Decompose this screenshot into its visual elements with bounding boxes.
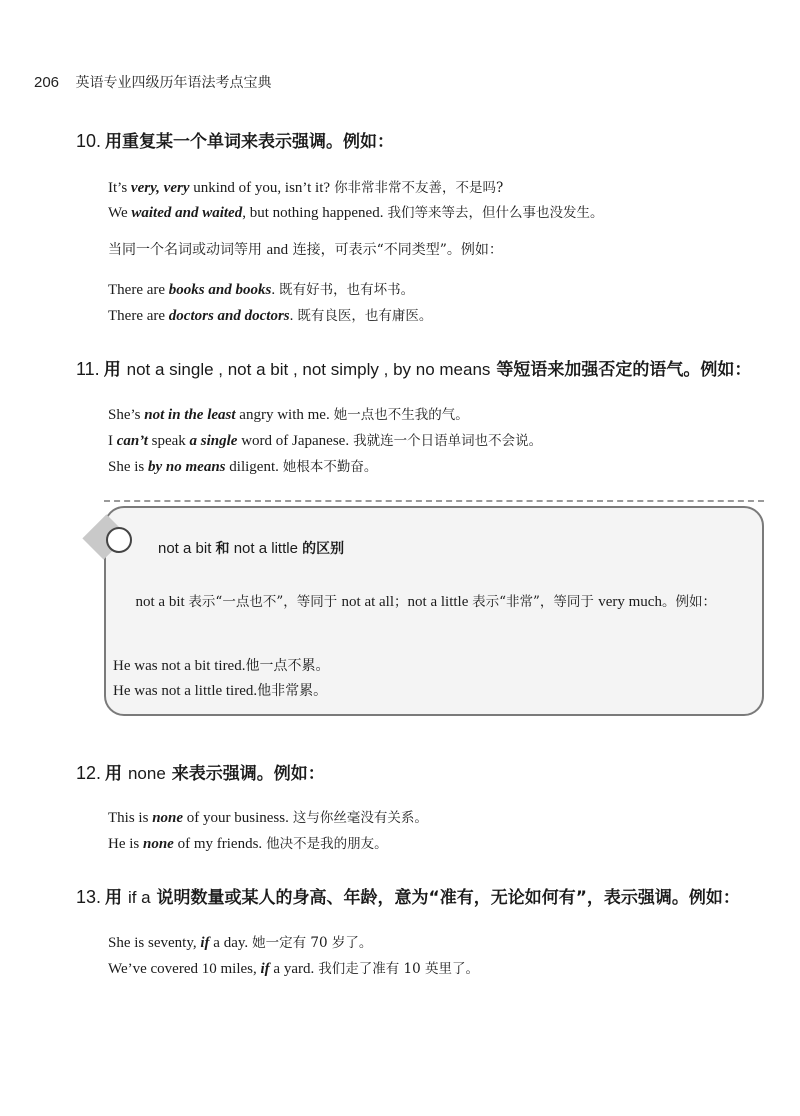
page-number: 206 <box>34 74 60 91</box>
section-12-title: 12. 用 none 来表示强调。例如： <box>76 763 325 784</box>
example-sentence: We waited and waited, but nothing happened. 我们等来等去，但什么事也没发生。 <box>108 205 604 221</box>
usage-note: 当同一个名词或动词等用 and 连接，可表示“不同类型”。例如： <box>108 242 503 258</box>
box-example: He was not a bit tired.他一点不累。 <box>113 658 330 674</box>
box-explanation: not a bit 表示“一点也不”，等同于 not at all；not a little 表示“非常”，等同于 very much。例如： <box>135 594 716 610</box>
example-sentence: She is seventy, if a day. 她一定有 70 岁了。 <box>108 935 373 951</box>
page-header <box>34 72 271 92</box>
example-sentence: It’s very, very unkind of you, isn’t it? 你非常非常不友善，不是吗? <box>108 180 504 196</box>
bullet-circle-icon <box>106 527 132 553</box>
section-11-title: 11. 用 not a single , not a bit , not simply , by no means 等短语来加强否定的语气。例如： <box>76 359 752 380</box>
example-sentence: We’ve covered 10 miles, if a yard. 我们走了准有 10 英里了。 <box>108 961 479 977</box>
example-sentence: He is none of my friends. 他决不是我的朋友。 <box>108 836 388 852</box>
example-sentence: I can’t speak a single word of Japanese. 我就连一个日语单词也不会说。 <box>108 433 543 449</box>
section-10-title: 10. 用重复某一个单词来表示强调。例如： <box>76 131 395 152</box>
example-sentence: There are books and books. 既有好书，也有坏书。 <box>108 282 415 298</box>
section-13-title: 13. 用 if a 说明数量或某人的身高、年龄，意为“准有，无论如何有”，表示强调。例如： <box>76 887 740 908</box>
box-example: He was not a little tired.他非常累。 <box>113 683 328 699</box>
example-sentence: There are doctors and doctors. 既有良医，也有庸医。 <box>108 308 433 324</box>
example-sentence: This is none of your business. 这与你丝毫没有关系。 <box>108 810 428 826</box>
box-title: not a bit 和 not a little 的区别 <box>158 540 345 557</box>
example-sentence: She is by no means diligent. 她根本不勤奋。 <box>108 459 378 475</box>
book-title: 英语专业四级历年语法考点宝典 <box>75 75 272 91</box>
example-sentence: She’s not in the least angry with me. 她一点也不生我的气。 <box>108 407 469 423</box>
